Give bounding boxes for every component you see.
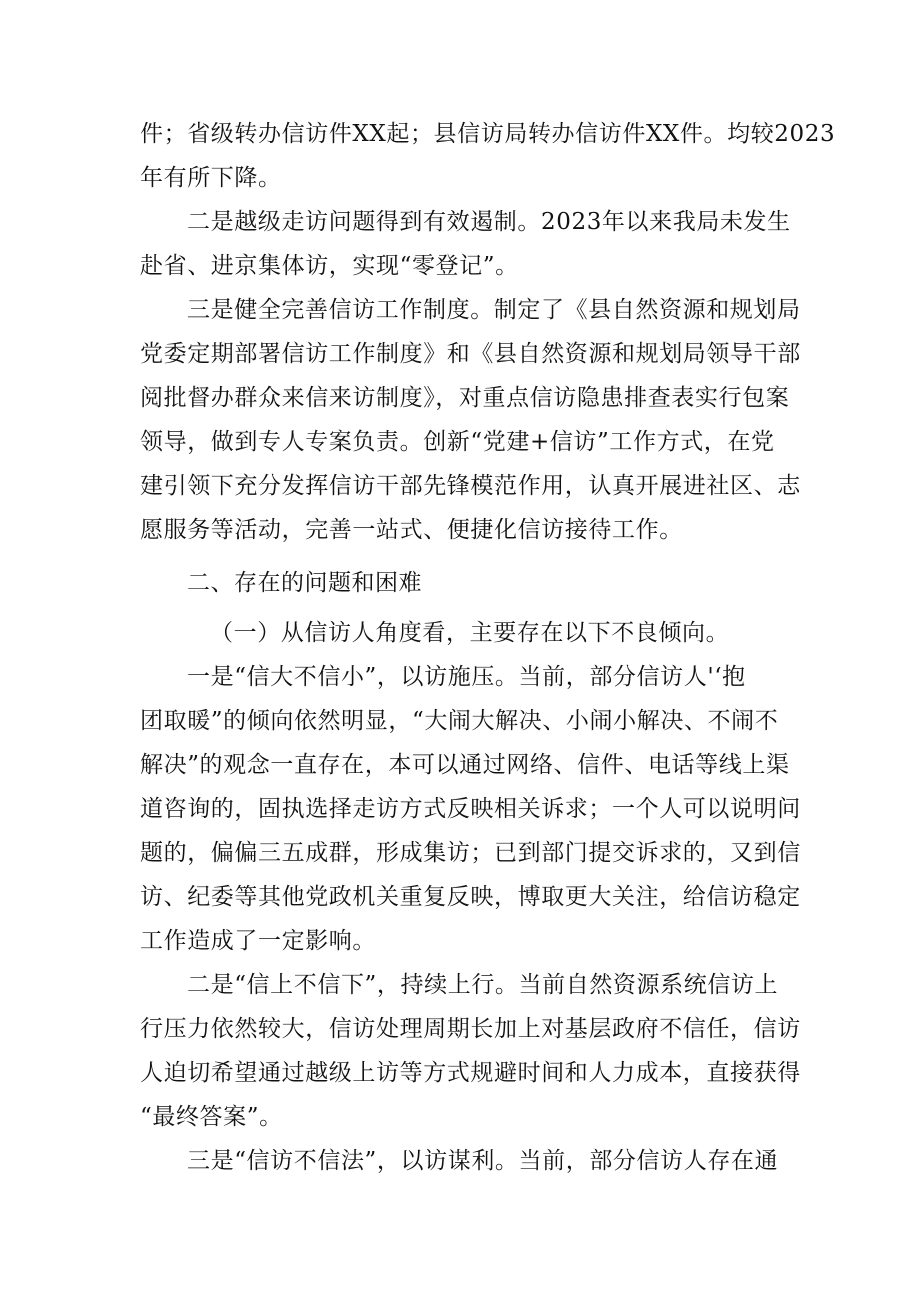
paragraph-line: 二是越级走访问题得到有效遏制。2023年以来我局未发生 <box>187 209 791 235</box>
paragraph-line: 行压力依然较大，信访处理周期长加上对基层政府不信任，信访 <box>140 1016 801 1042</box>
paragraph-line: 题的，偏偏三五成群，形成集访；已到部门提交诉求的，又到信 <box>140 840 801 866</box>
paragraph-line: 三是“信访不信法”，以访谋利。当前，部分信访人存在通 <box>187 1148 779 1174</box>
paragraph-line: 党委定期部署信访工作制度》和《县自然资源和规划局领导干部 <box>140 341 801 367</box>
paragraph-line: 解决”的观念一直存在，本可以通过网络、信件、电话等线上渠 <box>140 752 790 778</box>
paragraph-line: 团取暖”的倾向依然明显，“大闹大解决、小闹小解决、不闹不 <box>140 708 779 734</box>
paragraph-line: 三是健全完善信访工作制度。制定了《县自然资源和规划局 <box>187 297 801 323</box>
paragraph-line: 件；省级转办信访件XX起；县信访局转办信访件XX件。均较2023 <box>140 121 836 147</box>
paragraph-line: 赴省、进京集体访，实现“零登记”。 <box>140 253 519 279</box>
paragraph-line: 访、纪委等其他党政机关重复反映，博取更大关注，给信访稳定 <box>140 884 801 910</box>
paragraph-line: “最终答案”。 <box>140 1104 283 1130</box>
paragraph-line: 人迫切希望通过越级上访等方式规避时间和人力成本，直接获得 <box>140 1060 801 1086</box>
paragraph-line: 年有所下降。 <box>140 165 282 191</box>
paragraph-line: 二是“信上不信下”，持续上行。当前自然资源系统信访上 <box>187 972 779 998</box>
paragraph-line: 建引领下充分发挥信访干部先锋模范作用，认真开展进社区、志 <box>140 473 801 499</box>
paragraph-line: 愿服务等活动，完善一站式、便捷化信访接待工作。 <box>140 517 683 543</box>
subsection-heading: （一）从信访人角度看，主要存在以下不良倾向。 <box>210 620 730 646</box>
paragraph-line: 工作造成了一定影响。 <box>140 928 376 954</box>
paragraph-line: 道咨询的，固执选择走访方式反映相关诉求；一个人可以说明问 <box>140 796 801 822</box>
section-heading: 二、存在的问题和困难 <box>187 570 422 596</box>
paragraph-line: 领导，做到专人专案负责。创新“党建+信访”工作方式，在党 <box>140 429 775 455</box>
paragraph-line: 阅批督办群众来信来访制度》，对重点信访隐患排查表实行包案 <box>140 385 790 411</box>
paragraph-line: 一是“信大不信小”，以访施压。当前，部分信访人'‘抱 <box>187 664 746 690</box>
